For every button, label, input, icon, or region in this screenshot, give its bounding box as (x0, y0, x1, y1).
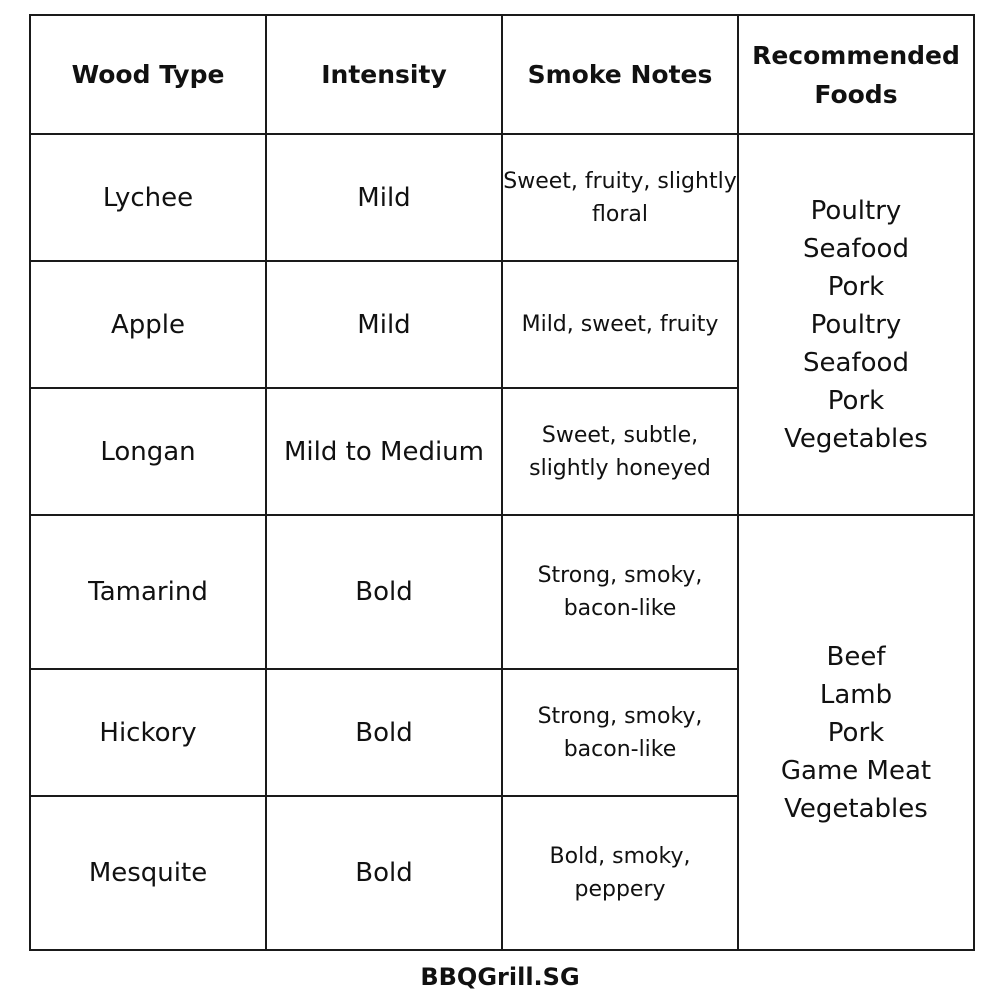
food-item: Game Meat (780, 755, 932, 786)
food-item: Poultry (810, 309, 902, 340)
wood-type-cell: Longan (30, 388, 266, 515)
smoke-notes-cell: Strong, smoky, bacon-like (502, 669, 738, 796)
wood-type-cell: Lychee (30, 134, 266, 261)
food-item: Lamb (819, 679, 893, 710)
recommended-foods-cell-bold (738, 515, 974, 950)
recommended-foods-cell-mild (738, 134, 974, 515)
smoke-notes-cell: Strong, smoky, bacon-like (502, 515, 738, 669)
food-item: Pork (827, 385, 885, 416)
table-header-row (30, 15, 974, 134)
wood-type-cell: Mesquite (30, 796, 266, 950)
food-item: Poultry (810, 195, 902, 226)
smoke-notes-cell: Mild, sweet, fruity (502, 261, 738, 388)
intensity-cell: Bold (266, 796, 502, 950)
smoke-notes-cell: Sweet, fruity, slightly floral (502, 134, 738, 261)
food-item: Beef (826, 641, 886, 672)
header-intensity: Intensity (266, 15, 502, 134)
food-item: Seafood (803, 347, 909, 378)
food-item: Seafood (803, 233, 909, 264)
smoke-notes-cell: Bold, smoky, peppery (502, 796, 738, 950)
wood-type-cell: Tamarind (30, 515, 266, 669)
food-item: Vegetables (784, 793, 928, 824)
table-row (30, 515, 974, 669)
header-recommended-foods: Recommended Foods (738, 15, 974, 134)
wood-type-cell: Hickory (30, 669, 266, 796)
food-item: Pork (827, 717, 885, 748)
brand-footer: BBQGrill.SG (420, 963, 580, 991)
wood-type-cell: Apple (30, 261, 266, 388)
food-item: Vegetables (784, 423, 928, 454)
table-row (30, 134, 974, 261)
intensity-cell: Mild to Medium (266, 388, 502, 515)
smoke-notes-cell: Sweet, subtle, slightly honeyed (502, 388, 738, 515)
header-wood-type: Wood Type (30, 15, 266, 134)
food-item: Pork (827, 271, 885, 302)
intensity-cell: Mild (266, 261, 502, 388)
wood-smoke-table (29, 14, 975, 951)
header-smoke-notes: Smoke Notes (502, 15, 738, 134)
intensity-cell: Mild (266, 134, 502, 261)
intensity-cell: Bold (266, 669, 502, 796)
intensity-cell: Bold (266, 515, 502, 669)
